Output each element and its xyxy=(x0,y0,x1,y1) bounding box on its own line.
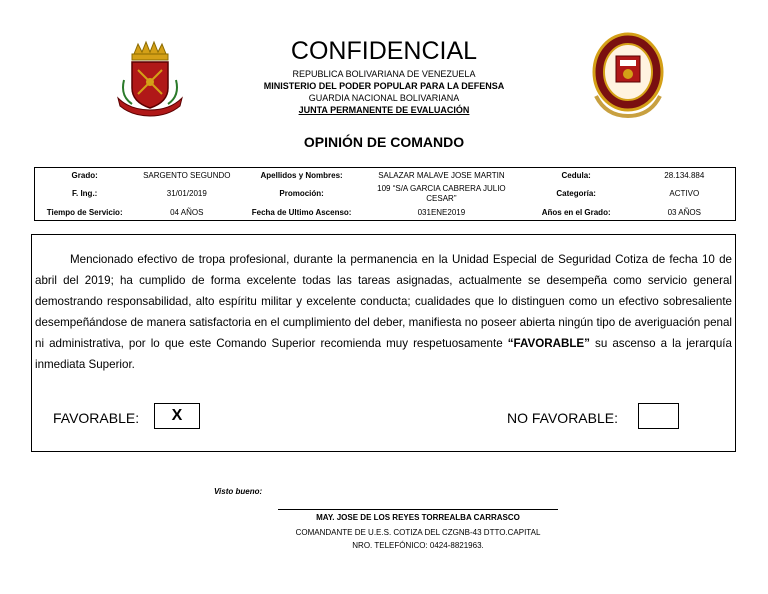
document-title: CONFIDENCIAL xyxy=(290,37,478,65)
fecha-ingreso-label: F. Ing.: xyxy=(72,189,98,198)
personnel-info-table xyxy=(34,167,736,221)
opinion-text-end: su ascenso a la jerarquía inmediata Superior. xyxy=(35,337,732,371)
ultimo-ascenso-value: 031ENE2019 xyxy=(417,207,466,217)
promocion-label: Promoción: xyxy=(279,189,324,198)
categoria-value: ACTIVO xyxy=(669,189,700,198)
header-line-ministry: MINISTERIO DEL PODER POPULAR PARA LA DEFENSA xyxy=(263,81,505,91)
signer-name: MAY. JOSE DE LOS REYES TORREALBA CARRASCO xyxy=(316,513,520,522)
categoria-label: Categoría: xyxy=(556,189,596,198)
opinion-text xyxy=(35,249,732,375)
favorable-checkbox[interactable]: X xyxy=(154,403,200,429)
cedula-label: Cedula: xyxy=(561,170,591,180)
nombres-value: SALAZAR MALAVE JOSE MARTIN xyxy=(378,170,505,180)
no-favorable-checkbox[interactable] xyxy=(638,403,679,429)
favorable-label: FAVORABLE: xyxy=(53,410,140,426)
no-favorable-label: NO FAVORABLE: xyxy=(507,410,618,426)
tiempo-servicio-label: Tiempo de Servicio: xyxy=(46,207,123,217)
table-row xyxy=(35,205,736,221)
fecha-ingreso-value: 31/01/2019 xyxy=(166,189,207,198)
anos-grado-value: 03 AÑOS xyxy=(667,207,701,217)
document-subtitle: OPINIÓN DE COMANDO xyxy=(303,134,465,150)
opinion-text-main: Mencionado efectivo de tropa profesional, durante la permanencia en la Unidad Especial de Seguridad Cotiza de fecha 10 de abril del 2019; ha cumplido de forma excelente todas las tareas asignadas, actualmente se desempeña como servicio general demostrando responsabilidad, alto espíritu militar y excelente conducta; cualidades que lo distinguen como un efectivo sobresaliente desempeñándose de manera satisfactoria en el cumplimiento del deber, manifiesta no poseer abierta ningún tipo de averiguación penal ni administrativa, por lo que este Comando Superior recomienda muy respetuosamente xyxy=(35,253,732,350)
signature-line xyxy=(278,509,558,510)
guardia-nacional-emblem-icon xyxy=(586,30,670,120)
tiempo-servicio-value: 04 AÑOS xyxy=(170,207,204,217)
header-line-guard: GUARDIA NACIONAL BOLIVARIANA xyxy=(308,93,460,103)
cedula-value: 28.134.884 xyxy=(664,170,705,180)
table-row xyxy=(35,183,736,205)
signer-title: COMANDANTE DE U.E.S. COTIZA DEL CZGNB-43 DTTO.CAPITAL xyxy=(295,528,541,537)
ultimo-ascenso-label: Fecha de Ultimo Ascenso: xyxy=(251,207,352,217)
header-line-board: JUNTA PERMANENTE DE EVALUACIÓN xyxy=(298,105,470,115)
grado-label: Grado: xyxy=(71,170,98,180)
header-line-republic: REPUBLICA BOLIVARIANA DE VENEZUELA xyxy=(292,69,476,79)
table-row xyxy=(35,168,736,184)
visto-bueno-label: Visto bueno: xyxy=(214,487,263,496)
promocion-value: 109 “S/A GARCIA CABRERA JULIO CESAR” xyxy=(377,184,506,203)
coat-of-arms-icon xyxy=(110,40,190,120)
opinion-emphasis: “FAVORABLE” xyxy=(507,337,590,350)
signer-phone: NRO. TELEFÓNICO: 0424-8821963. xyxy=(352,541,484,550)
nombres-label: Apellidos y Nombres: xyxy=(260,170,343,180)
grado-value: SARGENTO SEGUNDO xyxy=(143,170,231,180)
anos-grado-label: Años en el Grado: xyxy=(541,207,611,217)
